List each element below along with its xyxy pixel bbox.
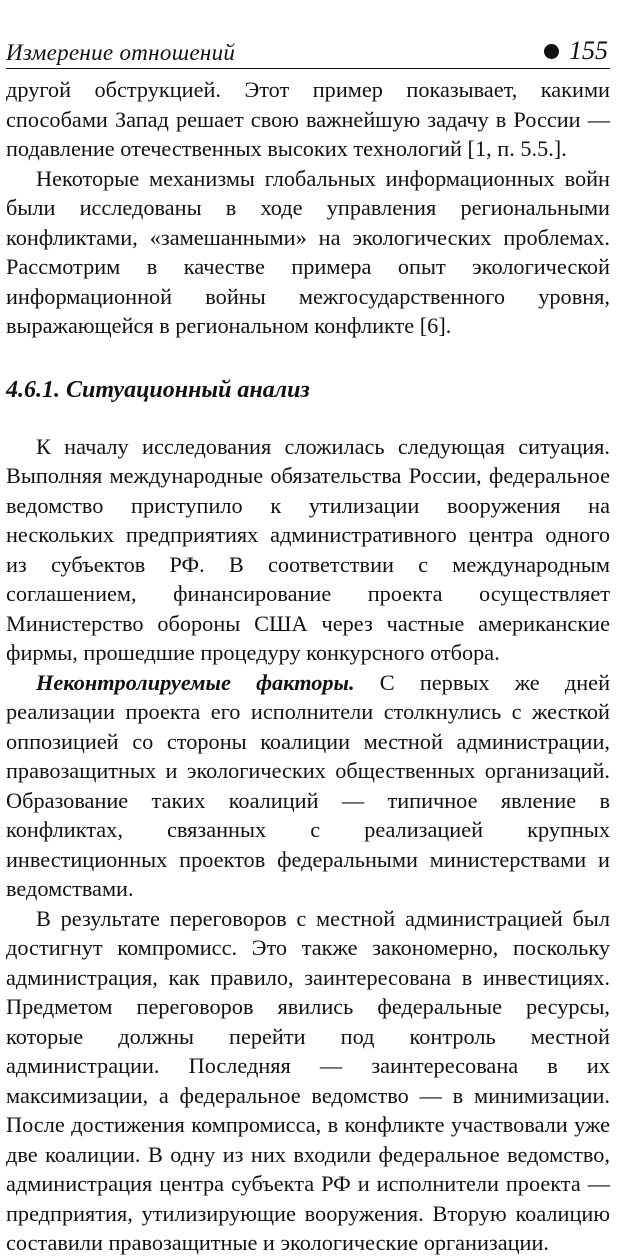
page-number-block: [544, 36, 610, 66]
paragraph-information-wars: Некоторые механизмы глобальных информационных войн были исследованы в ходе управления региональными конфликтами, «замешанными» на экологических проблемах. Рассмотрим в качестве примера опыт экологической информационной войны межгосударственного уровня, выражающейся в региональном конфликте [6].: [6, 165, 610, 338]
paragraph-negotiations: В результате переговоров с местной администрацией был достигнут компромисс. Это также закономерно, поскольку администрация, как правило, заинтересована в инвестициях. Предметом переговоров явились федеральные ресурсы, которые должны перейти под контроль местной администрации. Последняя — заинтересована в их максимизации, а федеральное ведомство — в минимизации. После достижения компромисса, в конфликте участвовали уже две коалиции. В одну из них входили федеральное ведомство, администрация центра субъекта РФ и исполнители проекта — предприятия, утилизирующие вооружения. Вторую коалицию составили правозащитные и экологические организации.: [6, 905, 610, 1255]
running-title: Измерение отношений: [6, 40, 236, 65]
bullet-icon: [544, 44, 559, 59]
paragraph-uncontrolled-factors-text: С первых же дней реализации проекта его исполнители столкнулись с жесткой оппозицией со стороны коалиции местной администрации, правозащитных и экологических общественных организаций. Образование таких коалиций — типичное явление в конфликтах, связанных с реализацией крупных инвестиционных проектов федеральными министерствами и ведомствами.: [6, 669, 610, 901]
section-heading: 4.6.1. Ситуационный анализ: [6, 376, 310, 403]
running-header: [6, 30, 610, 69]
paragraph-uncontrolled-factors: [6, 668, 610, 904]
paragraph-situation: К началу исследования сложилась следующая ситуация. Выполняя международные обязательства России, федеральное ведомство приступило к утилизации вооружения на нескольких предприятиях административного центра одного из субъектов РФ. В соответствии с международным соглашением, финансирование проекта осуществляет Министерство обороны США через частные американские фирмы, прошедшие процедуру конкурсного отбора.: [6, 433, 610, 665]
page-number: 155: [569, 36, 608, 65]
paragraph-continuation: другой обструкцией. Этот пример показывает, какими способами Запад решает свою важнейшую задачу в России — подавление отечественных высоких технологий [1, п. 5.5.].: [6, 77, 610, 161]
run-in-heading: Неконтролируемые факторы.: [36, 669, 355, 695]
